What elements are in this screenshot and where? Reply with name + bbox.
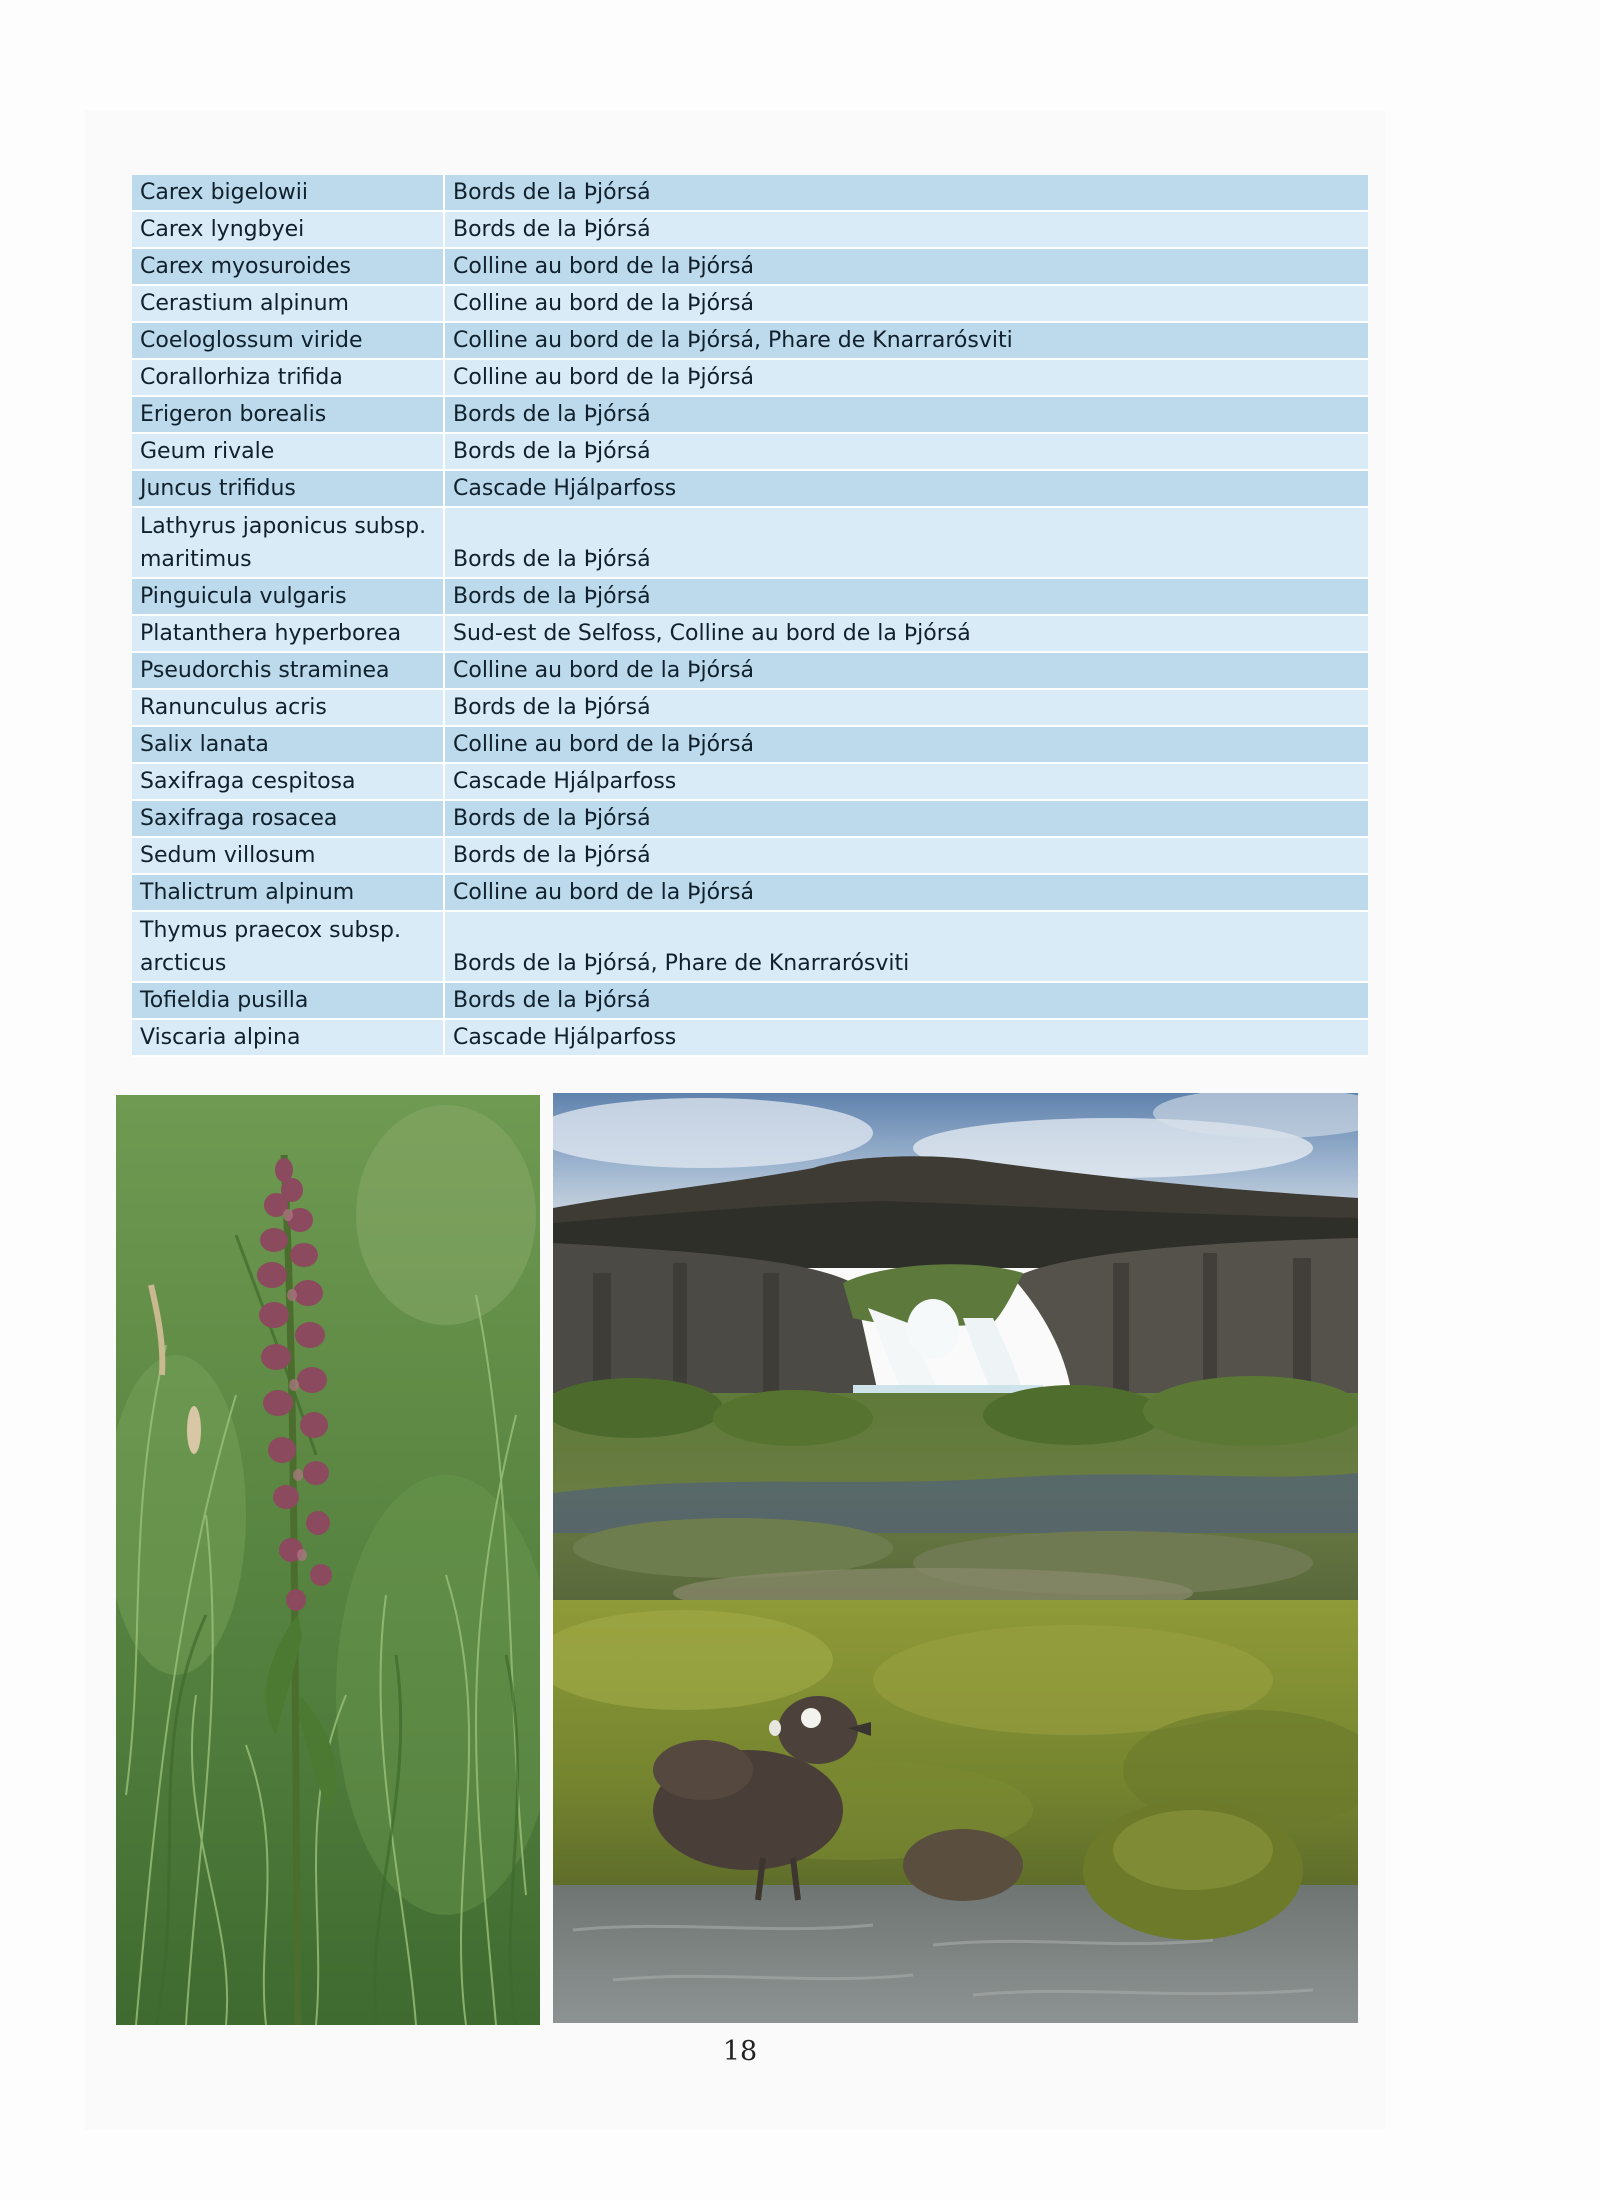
table-row — [132, 396, 1368, 433]
duck-photo — [553, 1600, 1358, 2023]
location: Bords de la Þjórsá — [444, 433, 1368, 470]
location: Colline au bord de la Þjórsá — [444, 726, 1368, 763]
location: Bords de la Þjórsá — [444, 689, 1368, 726]
location: Bords de la Þjórsá — [444, 800, 1368, 837]
species-location-table — [132, 175, 1368, 1057]
species-name: Viscaria alpina — [132, 1019, 444, 1056]
species-name: Pseudorchis straminea — [132, 652, 444, 689]
location: Cascade Hjálparfoss — [444, 1019, 1368, 1056]
page-number: 18 — [722, 2036, 758, 2067]
table-row — [132, 433, 1368, 470]
species-name: Cerastium alpinum — [132, 285, 444, 322]
species-name: Thalictrum alpinum — [132, 874, 444, 911]
location: Cascade Hjálparfoss — [444, 470, 1368, 507]
table-row — [132, 359, 1368, 396]
table-row — [132, 800, 1368, 837]
table-row — [132, 322, 1368, 359]
location: Bords de la Þjórsá — [444, 396, 1368, 433]
table-row — [132, 874, 1368, 911]
location: Colline au bord de la Þjórsá, Phare de Knarrarósviti — [444, 322, 1368, 359]
location: Cascade Hjálparfoss — [444, 763, 1368, 800]
table-row — [132, 211, 1368, 248]
species-name: Juncus trifidus — [132, 470, 444, 507]
table-row — [132, 615, 1368, 652]
species-name: Ranunculus acris — [132, 689, 444, 726]
species-name: Coeloglossum viride — [132, 322, 444, 359]
species-name: Salix lanata — [132, 726, 444, 763]
table-row — [132, 470, 1368, 507]
species-name: Tofieldia pusilla — [132, 982, 444, 1019]
species-name: Geum rivale — [132, 433, 444, 470]
table-row — [132, 248, 1368, 285]
table-row — [132, 982, 1368, 1019]
species-name: Saxifraga rosacea — [132, 800, 444, 837]
species-name: Erigeron borealis — [132, 396, 444, 433]
species-name: Platanthera hyperborea — [132, 615, 444, 652]
table-row — [132, 763, 1368, 800]
waterfall-photo — [553, 1093, 1358, 1600]
location: Bords de la Þjórsá — [444, 507, 1368, 578]
species-name: Corallorhiza trifida — [132, 359, 444, 396]
location: Bords de la Þjórsá — [444, 175, 1368, 211]
location: Bords de la Þjórsá — [444, 578, 1368, 615]
location: Colline au bord de la Þjórsá — [444, 285, 1368, 322]
location: Colline au bord de la Þjórsá — [444, 874, 1368, 911]
table-row — [132, 652, 1368, 689]
table-row — [132, 911, 1368, 982]
location: Bords de la Þjórsá — [444, 211, 1368, 248]
table-row — [132, 175, 1368, 211]
location: Bords de la Þjórsá — [444, 837, 1368, 874]
species-name: Thymus praecox subsp. arcticus — [132, 911, 444, 982]
table-row — [132, 726, 1368, 763]
table-row — [132, 837, 1368, 874]
species-name: Lathyrus japonicus subsp. maritimus — [132, 507, 444, 578]
species-name: Sedum villosum — [132, 837, 444, 874]
table-row — [132, 578, 1368, 615]
table-row — [132, 285, 1368, 322]
species-name: Pinguicula vulgaris — [132, 578, 444, 615]
species-name: Carex lyngbyei — [132, 211, 444, 248]
location: Bords de la Þjórsá, Phare de Knarrarósviti — [444, 911, 1368, 982]
table-row — [132, 1019, 1368, 1056]
table-row — [132, 689, 1368, 726]
location: Colline au bord de la Þjórsá — [444, 248, 1368, 285]
location: Sud-est de Selfoss, Colline au bord de la Þjórsá — [444, 615, 1368, 652]
species-name: Carex myosuroides — [132, 248, 444, 285]
location: Colline au bord de la Þjórsá — [444, 359, 1368, 396]
location: Bords de la Þjórsá — [444, 982, 1368, 1019]
species-name: Saxifraga cespitosa — [132, 763, 444, 800]
orchid-photo — [116, 1095, 540, 2025]
location: Colline au bord de la Þjórsá — [444, 652, 1368, 689]
table-row — [132, 507, 1368, 578]
species-name: Carex bigelowii — [132, 175, 444, 211]
